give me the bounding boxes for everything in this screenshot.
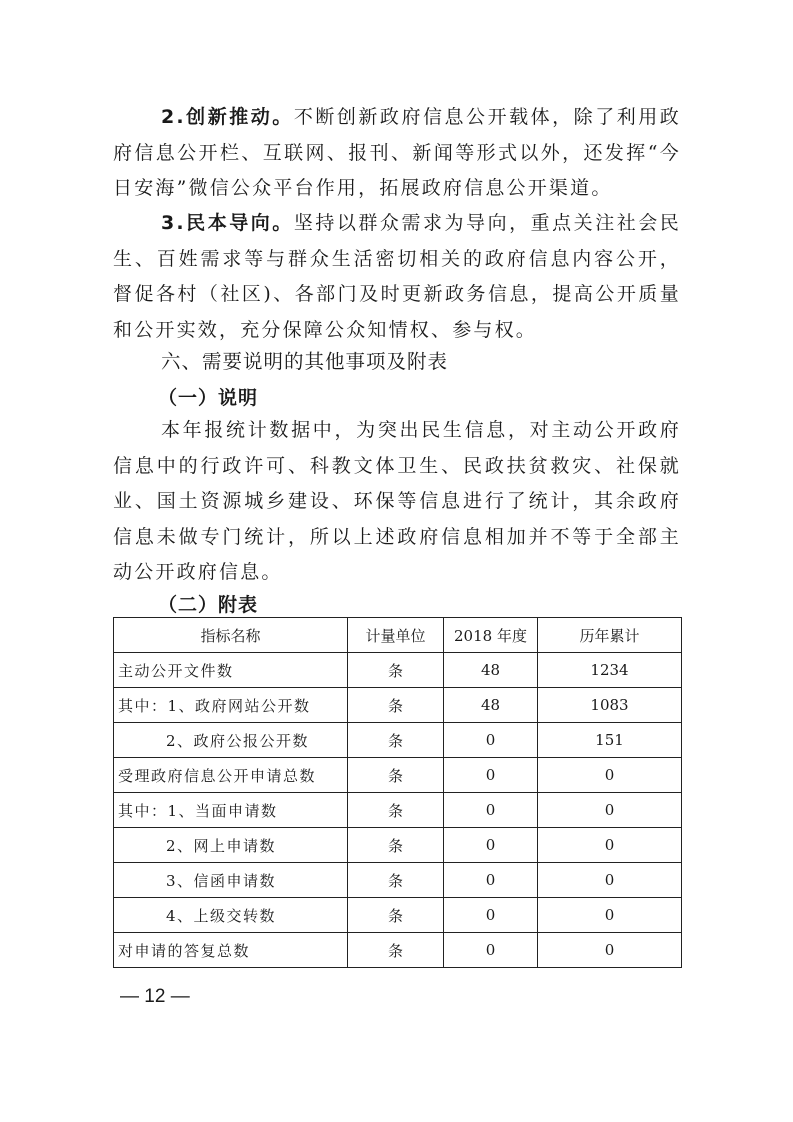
cell-cumulative-value: 1234 xyxy=(538,653,682,688)
header-indicator-name: 指标名称 xyxy=(114,618,348,653)
cell-unit: 条 xyxy=(348,723,444,758)
table-row xyxy=(114,758,682,793)
cell-indicator-name: 2、网上申请数 xyxy=(114,828,348,863)
cell-year-value: 0 xyxy=(444,793,538,828)
table-row xyxy=(114,723,682,758)
cell-cumulative-value: 1083 xyxy=(538,688,682,723)
cell-cumulative-value: 0 xyxy=(538,828,682,863)
page-number: — 12 — xyxy=(120,986,190,1007)
cell-unit: 条 xyxy=(348,933,444,968)
cell-indicator-name: 其中：1、当面申请数 xyxy=(114,793,348,828)
cell-cumulative-value: 0 xyxy=(538,793,682,828)
cell-year-value: 0 xyxy=(444,758,538,793)
paragraph-people-oriented xyxy=(113,206,681,348)
header-cumulative: 历年累计 xyxy=(538,618,682,653)
cell-cumulative-value: 0 xyxy=(538,898,682,933)
cell-year-value: 0 xyxy=(444,723,538,758)
cell-year-value: 48 xyxy=(444,688,538,723)
table-row xyxy=(114,793,682,828)
paragraph-innovation xyxy=(113,100,681,207)
paragraph-lead: 2.创新推动。 xyxy=(161,106,294,128)
paragraph-explanation: 本年报统计数据中，为突出民生信息，对主动公开政府信息中的行政许可、科教文体卫生、民政扶贫救灾、社保就业、国土资源城乡建设、环保等信息进行了统计，其余政府信息未做专门统计，所以上述政府信息相加并不等于全部主动公开政府信息。 xyxy=(113,419,681,583)
appendix-table xyxy=(113,617,682,968)
cell-indicator-name: 受理政府信息公开申请总数 xyxy=(114,758,348,793)
paragraph-text: 不断创新政府信息公开载体，除了利用政府信息公开栏、互联网、报刊、新闻等形式以外，还发挥“今日安海”微信公众平台作用，拓展政府信息公开渠道。 xyxy=(113,106,681,199)
cell-indicator-name: 2、政府公报公开数 xyxy=(114,723,348,758)
cell-unit: 条 xyxy=(348,863,444,898)
cell-cumulative-value: 0 xyxy=(538,863,682,898)
cell-unit: 条 xyxy=(348,898,444,933)
cell-year-value: 0 xyxy=(444,863,538,898)
cell-unit: 条 xyxy=(348,758,444,793)
cell-unit: 条 xyxy=(348,688,444,723)
cell-indicator-name: 4、上级交转数 xyxy=(114,898,348,933)
table-header-row xyxy=(114,618,682,653)
cell-cumulative-value: 0 xyxy=(538,933,682,968)
table-row xyxy=(114,653,682,688)
cell-indicator-name: 3、信函申请数 xyxy=(114,863,348,898)
table-row xyxy=(114,898,682,933)
cell-unit: 条 xyxy=(348,653,444,688)
paragraph-text: 坚持以群众需求为导向，重点关注社会民生、百姓需求等与群众生活密切相关的政府信息内容公开，督促各村（社区)、各部门及时更新政务信息，提高公开质量和公开实效，充分保障公众知情权、参与权。 xyxy=(113,212,681,341)
cell-year-value: 48 xyxy=(444,653,538,688)
cell-unit: 条 xyxy=(348,828,444,863)
table-row xyxy=(114,863,682,898)
cell-year-value: 0 xyxy=(444,898,538,933)
table-row xyxy=(114,828,682,863)
section-heading: 六、需要说明的其他事项及附表 xyxy=(161,350,449,373)
cell-indicator-name: 对申请的答复总数 xyxy=(114,933,348,968)
table-row xyxy=(114,688,682,723)
subheading-appendix: （二）附表 xyxy=(158,594,259,616)
cell-cumulative-value: 151 xyxy=(538,723,682,758)
subheading-explanation: （一）说明 xyxy=(158,387,259,409)
header-year: 2018 年度 xyxy=(444,618,538,653)
header-unit: 计量单位 xyxy=(348,618,444,653)
cell-indicator-name: 其中：1、政府网站公开数 xyxy=(114,688,348,723)
cell-indicator-name: 主动公开文件数 xyxy=(114,653,348,688)
cell-cumulative-value: 0 xyxy=(538,758,682,793)
cell-year-value: 0 xyxy=(444,828,538,863)
table-row xyxy=(114,933,682,968)
cell-year-value: 0 xyxy=(444,933,538,968)
paragraph-lead: 3.民本导向。 xyxy=(161,212,294,234)
cell-unit: 条 xyxy=(348,793,444,828)
